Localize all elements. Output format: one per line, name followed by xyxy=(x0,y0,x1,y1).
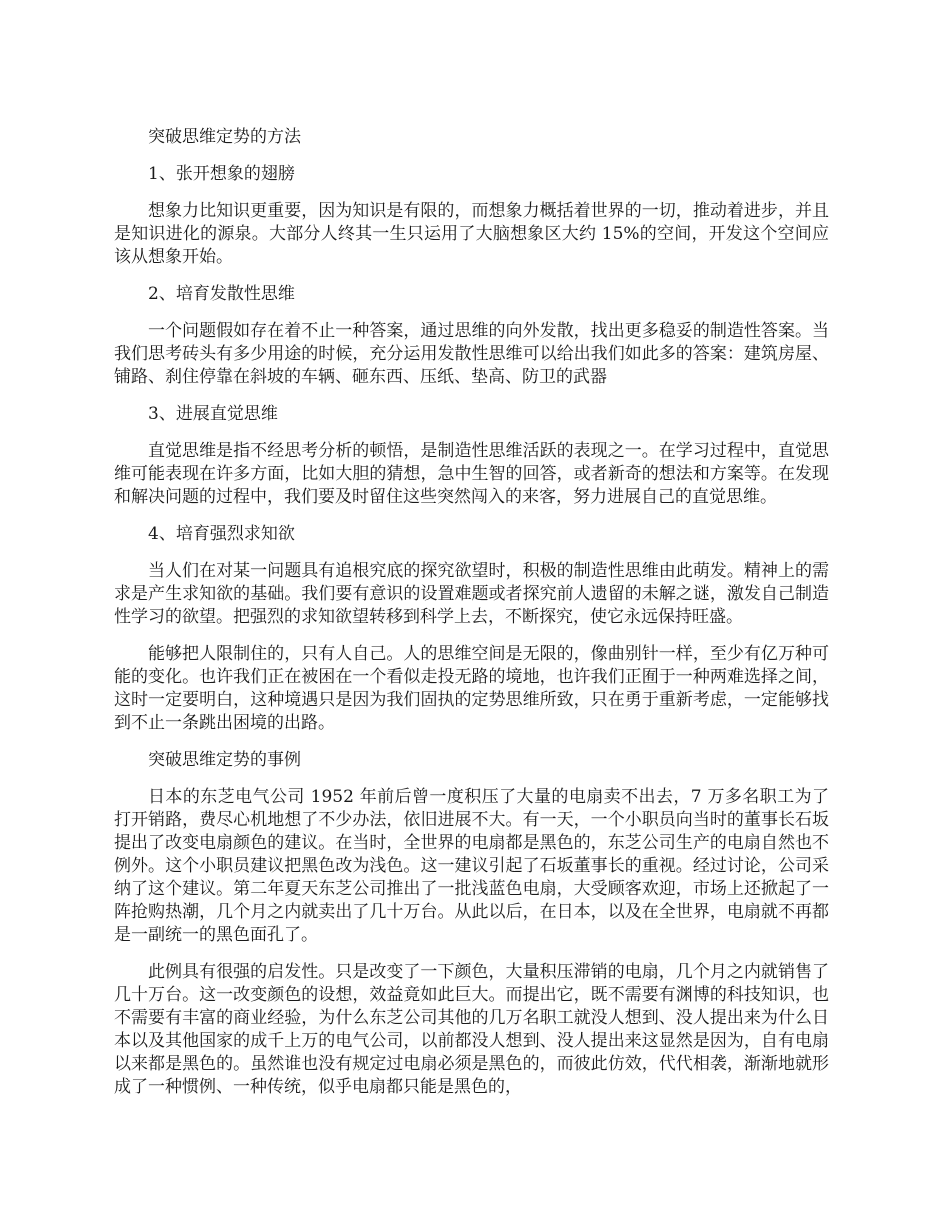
body-paragraph: 此例具有很强的启发性。只是改变了一下颜色，大量积压滞销的电扇，几个月之内就销售了几十万台。这一改变颜色的设想，效益竟如此巨大。而提出它，既不需要有渊博的科技知识，也不需要有丰富的商业经验，为什么东芝公司其他的几万名职工就没人想到、没人提出来为什么日本以及其他国家的成千上万的电气公司，以前都没人想到、没人提出来这显然是因为，自有电扇以来都是黑色的。虽然谁也没有规定过电扇必须是黑色的，而彼此仿效，代代相袭，渐渐地就形成了一种惯例、一种传统，似乎电扇都只能是黑色的， xyxy=(114,962,829,1097)
body-paragraph: 能够把人限制住的，只有人自己。人的思维空间是无限的，像曲别针一样，至少有亿万种可能的变化。也许我们正在被困在一个看似走投无路的境地，也许我们正囿于一种两难选择之间，这时一定要明白，这种境遇只是因为我们固执的定势思维所致，只在勇于重新考虑，一定能够找到不止一条跳出困境的出路。 xyxy=(114,644,829,733)
subheading: 3、进展直觉思维 xyxy=(148,404,278,424)
subheading: 4、培育强烈求知欲 xyxy=(148,524,295,544)
body-paragraph: 直觉思维是指不经思考分析的顿悟，是制造性思维活跃的表现之一。在学习过程中，直觉思维可能表现在许多方面，比如大胆的猜想，急中生智的回答，或者新奇的想法和方案等。在发现和解决问题的过程中，我们要及时留住这些突然闯入的来客，努力进展自己的直觉思维。 xyxy=(114,441,829,507)
body-paragraph: 日本的东芝电气公司 1952 年前后曾一度积压了大量的电扇卖不出去，7 万多名职工为了打开销路，费尽心机地想了不少办法，依旧进展不大。有一天，一个小职员向当时的董事长石坂提出了改变电扇颜色的建议。在当时，全世界的电扇都是黑色的，东芝公司生产的电扇自然也不例外。这个小职员建议把黑色改为浅色。这一建议引起了石坂董事长的重视。经过讨论，公司采纳了这个建议。第二年夏天东芝公司推出了一批浅蓝色电扇，大受顾客欢迎，市场上还掀起了一阵抢购热潮，几个月之内就卖出了几十万台。从此以后，在日本，以及在全世界，电扇就不再都是一副统一的黑色面孔了。 xyxy=(114,787,829,945)
section-heading: 突破思维定势的方法 xyxy=(148,127,301,147)
body-paragraph: 当人们在对某一问题具有追根究底的探究欲望时，积极的制造性思维由此萌发。精神上的需求是产生求知欲的基础。我们要有意识的设置难题或者探究前人遗留的未解之谜，激发自己制造性学习的欲望。把强烈的求知欲望转移到科学上去，不断探究，使它永远保持旺盛。 xyxy=(114,561,829,627)
section-heading: 突破思维定势的事例 xyxy=(148,750,301,770)
document-body xyxy=(114,126,829,1113)
subheading: 2、培育发散性思维 xyxy=(148,284,295,304)
body-paragraph: 一个问题假如存在着不止一种答案，通过思维的向外发散，找出更多稳妥的制造性答案。当我们思考砖头有多少用途的时候，充分运用发散性思维可以给出我们如此多的答案：建筑房屋、铺路、刹住停靠在斜坡的车辆、砸东西、压纸、垫高、防卫的武器 xyxy=(114,321,829,387)
subheading: 1、张开想象的翅膀 xyxy=(148,164,295,184)
body-paragraph: 想象力比知识更重要，因为知识是有限的，而想象力概括着世界的一切，推动着进步，并且是知识进化的源泉。大部分人终其一生只运用了大脑想象区大约 15%的空间，开发这个空间应该从想象开始。 xyxy=(114,201,829,267)
